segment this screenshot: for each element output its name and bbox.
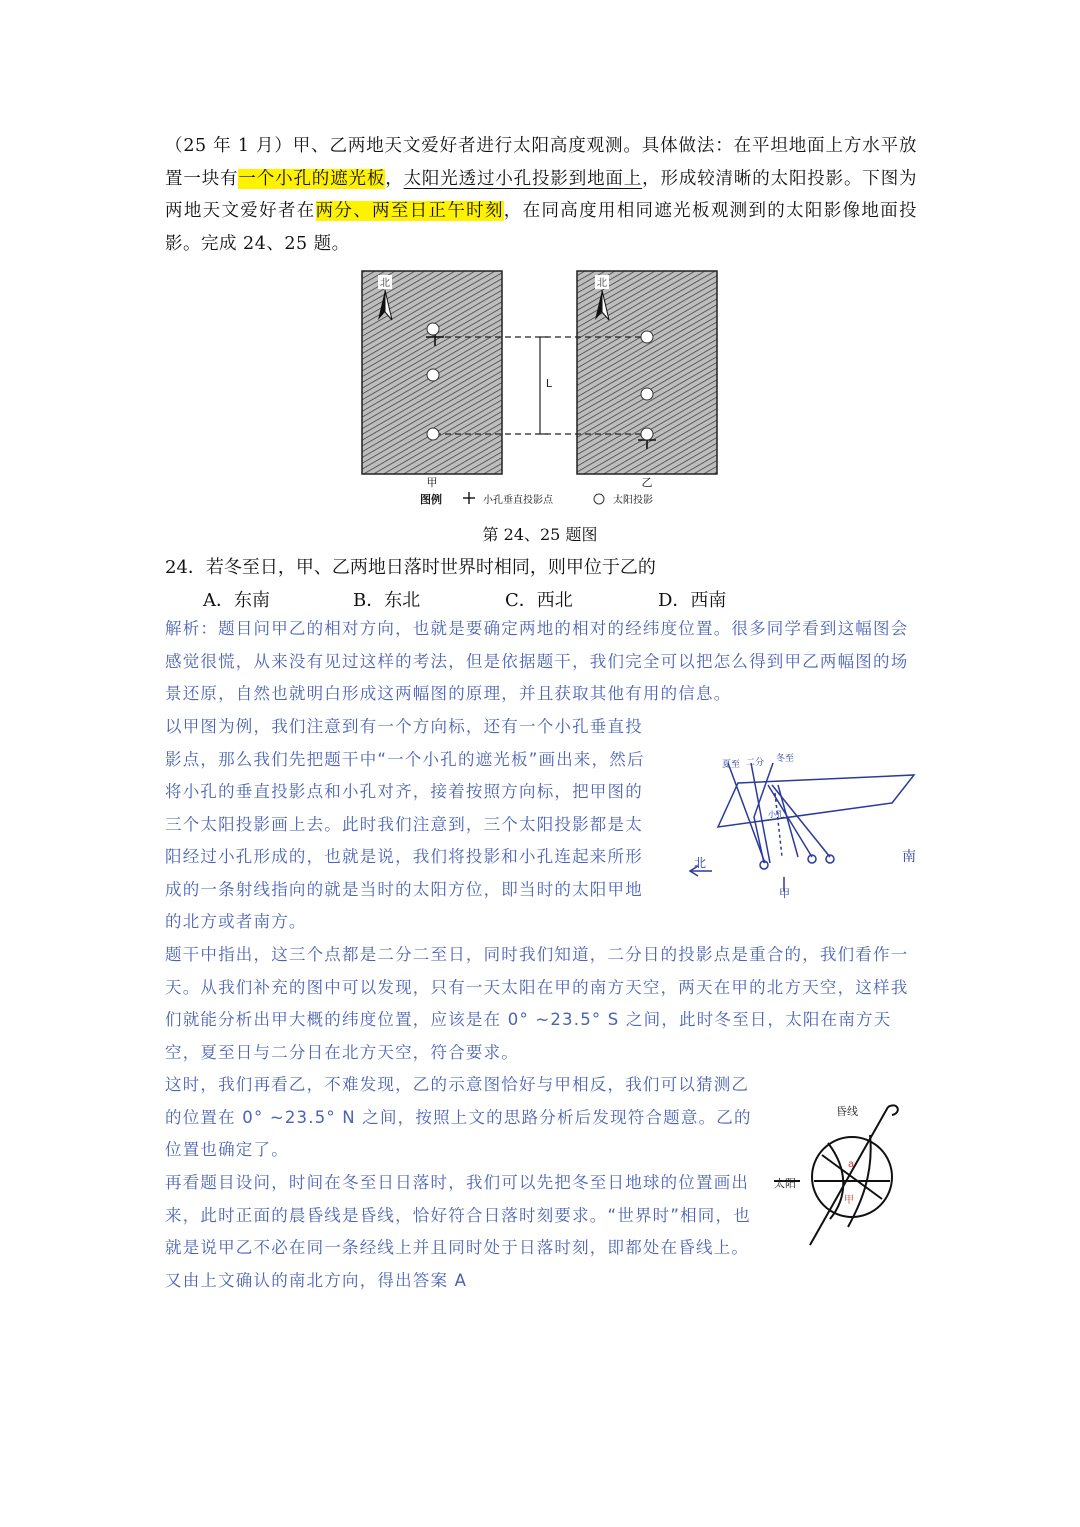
analysis-p4: 这时，我们再看乙，不难发现，乙的示意图恰好与甲相反，我们可以猜测乙的位置在 0° ~23.5° N 之间，按照上文的思路分析后发现符合题意。乙的位置也确定了。 (165, 1075, 752, 1159)
legend-circle-icon (594, 494, 604, 504)
label-summer: 夏至 (722, 760, 741, 770)
sun-projection (641, 331, 653, 343)
intro-text-3: ，形成较清晰的太阳投影。下图为两地天文爱好者在 (165, 168, 918, 221)
intro-text-4: ，在同高度用相同遮光板观测到的太阳影像地面投影。完成 24、25 题。 (165, 201, 918, 254)
globe-dusk-sketch (770, 1095, 930, 1265)
analysis-p2: 以甲图为例，我们注意到有一个方向标，还有一个小孔垂直投影点，那么我们先把题干中“一个小孔的遮光板”画出来，然后将小孔的垂直投影点和小孔对齐，接着按照方向标，把甲图的三个太阳投影画上去。此时我们注意到，三个太阳投影都是太阳经过小孔形成的，也就是说，我们将投影和小孔连起来所形成的一条射线指向的就是当时的太阳方位，即当时的太阳甲地的北方或者南方。 (165, 717, 645, 931)
mark-a: a (848, 1159, 855, 1170)
svg-text:北: 北 (597, 278, 607, 289)
option-a: A．东南 (203, 590, 270, 611)
shade-board-sketch (680, 745, 925, 900)
option-d: D．西南 (658, 590, 727, 611)
analysis-p1: 解析：题目问甲乙的相对方向，也就是要确定两地的相对的经纬度位置。很多同学看到这幅图会感觉很慌，从来没有见过这样的考法，但是依据题干，我们完全可以把怎么得到甲乙两幅图的场景还原，自然也就明白形成这两幅图的原理，并且获取其他有用的信息。 (165, 619, 909, 703)
dusk-line-label: 昏线 (836, 1105, 858, 1118)
distance-label-L: L (545, 377, 553, 390)
panel-label-jia: 甲 (426, 476, 438, 489)
legend-title: 图例 (420, 493, 442, 506)
mark-jia: 甲 (844, 1195, 854, 1206)
sun-projection (427, 428, 439, 440)
intro-text-1: （25 年 1 月）甲、乙两地天文爱好者进行太阳高度观测。具体做法：在平坦地面上方水平放置一块有 (165, 136, 917, 189)
panel-label-yi: 乙 (641, 476, 653, 489)
north-label: 北 (694, 856, 707, 870)
legend-circle-label: 太阳投影 (613, 495, 653, 506)
legend-cross-icon (463, 492, 475, 504)
svg-text:北: 北 (380, 278, 390, 289)
underlined-projection-text: 太阳光透过小孔投影到地面上 (403, 168, 643, 189)
sun-label: 太阳 (774, 1177, 796, 1190)
highlight-equinox-solstice: 两分、两至日正午时刻 (315, 201, 504, 221)
highlight-shade-board: 一个小孔的遮光板 (238, 168, 386, 189)
sun-projection (641, 388, 653, 400)
question-stem: 24．若冬至日，甲、乙两地日落时世界时相同，则甲位于乙的 (165, 557, 656, 578)
label-hole: 小孔 (768, 810, 784, 819)
south-label: 南 (902, 849, 916, 865)
sun-projection (427, 323, 439, 335)
intro-paragraph (165, 130, 917, 260)
option-b: B．东北 (353, 590, 421, 611)
place-label: 甲 (779, 887, 790, 900)
figure-caption: 第 24、25 题图 (482, 525, 598, 544)
label-equinox: 二分 (746, 758, 765, 768)
legend-cross-label: 小孔垂直投影点 (483, 495, 553, 506)
sun-projection (427, 369, 439, 381)
sun-projection (641, 428, 653, 440)
label-winter: 冬至 (776, 754, 795, 764)
analysis-p3: 题干中指出，这三个点都是二分二至日，同时我们知道，二分日的投影点是重合的，我们看作一天。从我们补充的图中可以发现，只有一天太阳在甲的南方天空，两天在甲的北方天空，这样我们就能分析出甲大概的纬度位置，应该是在 0° ~23.5° S 之间，此时冬至日，太阳在南方天空，夏至日与二分日在北方天空，符合要求。 (165, 945, 909, 1062)
option-c: C．西北 (505, 590, 573, 611)
analysis-p5: 再看题目设问，时间在冬至日日落时，我们可以先把冬至日地球的位置画出来，此时正面的晨昏线是昏线，恰好符合日落时刻要求。“世界时”相同，也就是说甲乙不必在同一条经线上并且同时处于日落时刻，即都处在昏线上。又由上文确认的南北方向，得出答案 A (165, 1173, 751, 1290)
intro-text-2: ， (385, 168, 404, 189)
projection-figure (340, 262, 740, 512)
